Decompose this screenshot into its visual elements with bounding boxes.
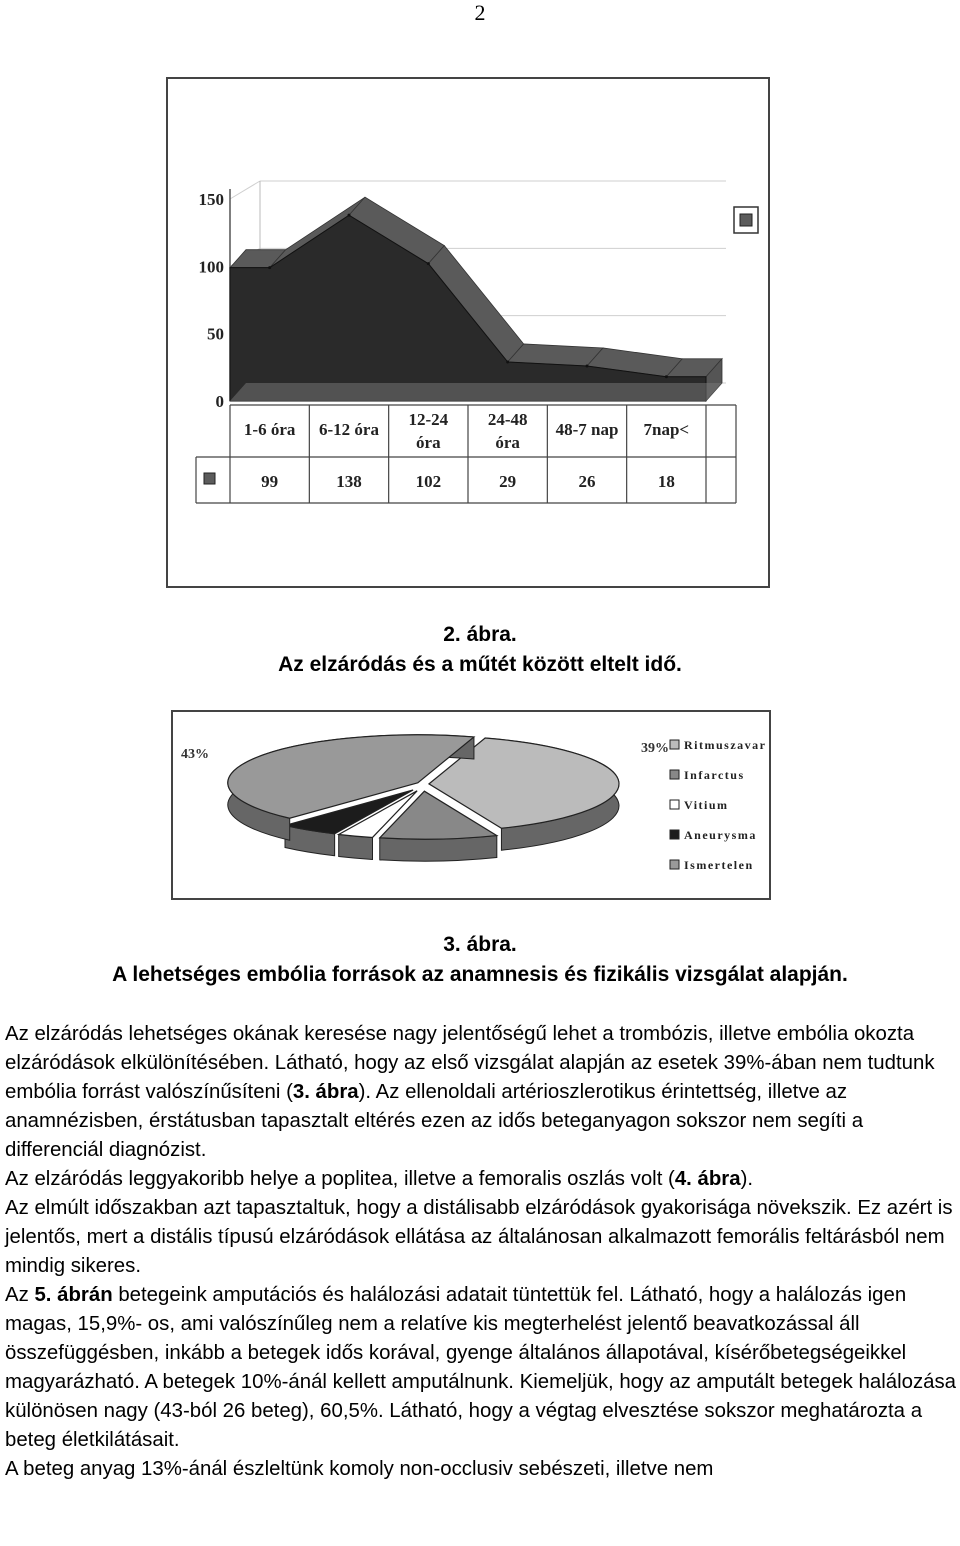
legend-marker — [740, 214, 752, 226]
data-point — [427, 262, 430, 265]
x-category-label: óra — [495, 433, 520, 452]
x-category-label: 6-12 óra — [319, 420, 379, 439]
figure-ref: 3. ábra — [292, 1081, 359, 1103]
area-chart-figure — [166, 77, 770, 588]
pie-legend-swatch — [670, 830, 679, 839]
data-label: 18 — [657, 472, 675, 491]
pie-chart-figure — [171, 710, 771, 900]
paragraph-5: A beteg anyag 13%-ánál észleltünk komoly non-occlusiv sebészeti, illetve nem — [5, 1458, 714, 1480]
paragraph-3: Az elmúlt időszakban azt tapasztaltuk, hogy a distálisabb elzáródások gyakorisága növekszik. Ez azért is jelentős, mert a distális típusú elzáródások ellátása az általánosan alkalmazott femorális feltárásból nem mindig sikeres. — [5, 1197, 953, 1277]
area-floor — [230, 383, 722, 401]
y-tick-label: 150 — [198, 190, 224, 209]
data-label: 26 — [578, 472, 596, 491]
figure-ref: 4. ábra — [674, 1168, 741, 1190]
figure-2-caption-title: Az elzáródás és a műtét között eltelt idő. — [278, 653, 682, 676]
y-tick-label: 0 — [215, 392, 224, 411]
data-point — [665, 375, 668, 378]
y-tick-label: 50 — [207, 324, 224, 344]
data-label: 99 — [261, 472, 279, 491]
pie-legend-label: Infarctus — [684, 768, 745, 782]
paragraph-4: Az 5. ábrán betegeink amputációs és halálozási adatait tüntettük fel. Látható, hogy a halálozás igen magas, 15,9%- os, ami valószínűleg nem a relatíve kis megterhelést jelentő beavatkozással áll összefüggésben, inkább a betegek idős korával, gyenge általános állapotával, kísérőbetegségeikkel magyarázható. A betegek 10%-ánál kellett amputálnunk. Kiemeljük, hogy az amputált betegek halálozása különösen nagy (43-ból 26 beteg), 60,5%. Látható, hogy a végtag elvesztése sokszor meghatározta a beteg életkilátásait. — [5, 1284, 957, 1451]
pie-legend-label: Ismertelen — [684, 858, 754, 872]
area-chart — [168, 79, 768, 586]
x-category-label: 24-48 — [487, 410, 528, 429]
figure-3-caption-title: A lehetséges embólia források az anamnesis és fizikális vizsgálat alapján. — [112, 963, 848, 986]
pie-legend-label: Ritmuszavar — [684, 738, 767, 752]
pie-chart — [173, 712, 769, 898]
x-category-label: óra — [416, 433, 441, 452]
pie-legend-swatch — [670, 740, 679, 749]
figure-ref: 5. ábrán — [34, 1284, 113, 1306]
pie-legend-label: Vitium — [684, 798, 729, 812]
pie-legend-swatch — [670, 860, 679, 869]
pie-label-right: 39% — [641, 741, 669, 756]
paragraph-1: Az elzáródás lehetséges okának keresése nagy jelentőségű lehet a trombózis, illetve embólia okozta elzáródások elkülönítésében. Látható, hogy az első vizsgálat alapján az esetek 39%-ában nem tudtunk embólia forrást valószínűsíteni (3. ábra). Az ellenoldali artérioszlerotikus érintettség, illetve az anamnézisben, érstátusban tapasztalt eltérés ezen az idős beteganyagon sokszor nem segíti a differenciál diagnózist. — [5, 1023, 935, 1161]
data-label: 29 — [499, 472, 517, 491]
x-category-label: 7nap< — [643, 420, 690, 439]
gridline — [230, 181, 260, 199]
y-tick-label: 100 — [198, 257, 224, 277]
data-point — [506, 360, 509, 363]
data-label: 102 — [415, 472, 442, 491]
data-point — [348, 214, 351, 217]
data-label: 138 — [336, 472, 362, 491]
pie-legend-label: Aneurysma — [684, 828, 757, 842]
pie-slice-side — [339, 835, 373, 860]
pie-legend-swatch — [670, 800, 679, 809]
body-text — [5, 1020, 957, 1484]
pie-legend-swatch — [670, 770, 679, 779]
paragraph-2: Az elzáródás leggyakoribb helye a poplitea, illetve a femoralis oszlás volt (4. ábra). — [5, 1168, 754, 1190]
x-category-label: 1-6 óra — [243, 420, 296, 439]
page-number: 2 — [474, 0, 486, 25]
table-legend-marker — [204, 473, 215, 484]
x-category-label: 12-24 — [408, 410, 449, 429]
data-point — [586, 364, 589, 367]
data-point — [268, 266, 271, 269]
pie-label-left: 43% — [181, 747, 209, 762]
figure-2-caption-number: 2. ábra. — [443, 623, 517, 646]
figure-3-caption-number: 3. ábra. — [443, 933, 517, 956]
x-category-label: 48-7 nap — [555, 420, 619, 439]
